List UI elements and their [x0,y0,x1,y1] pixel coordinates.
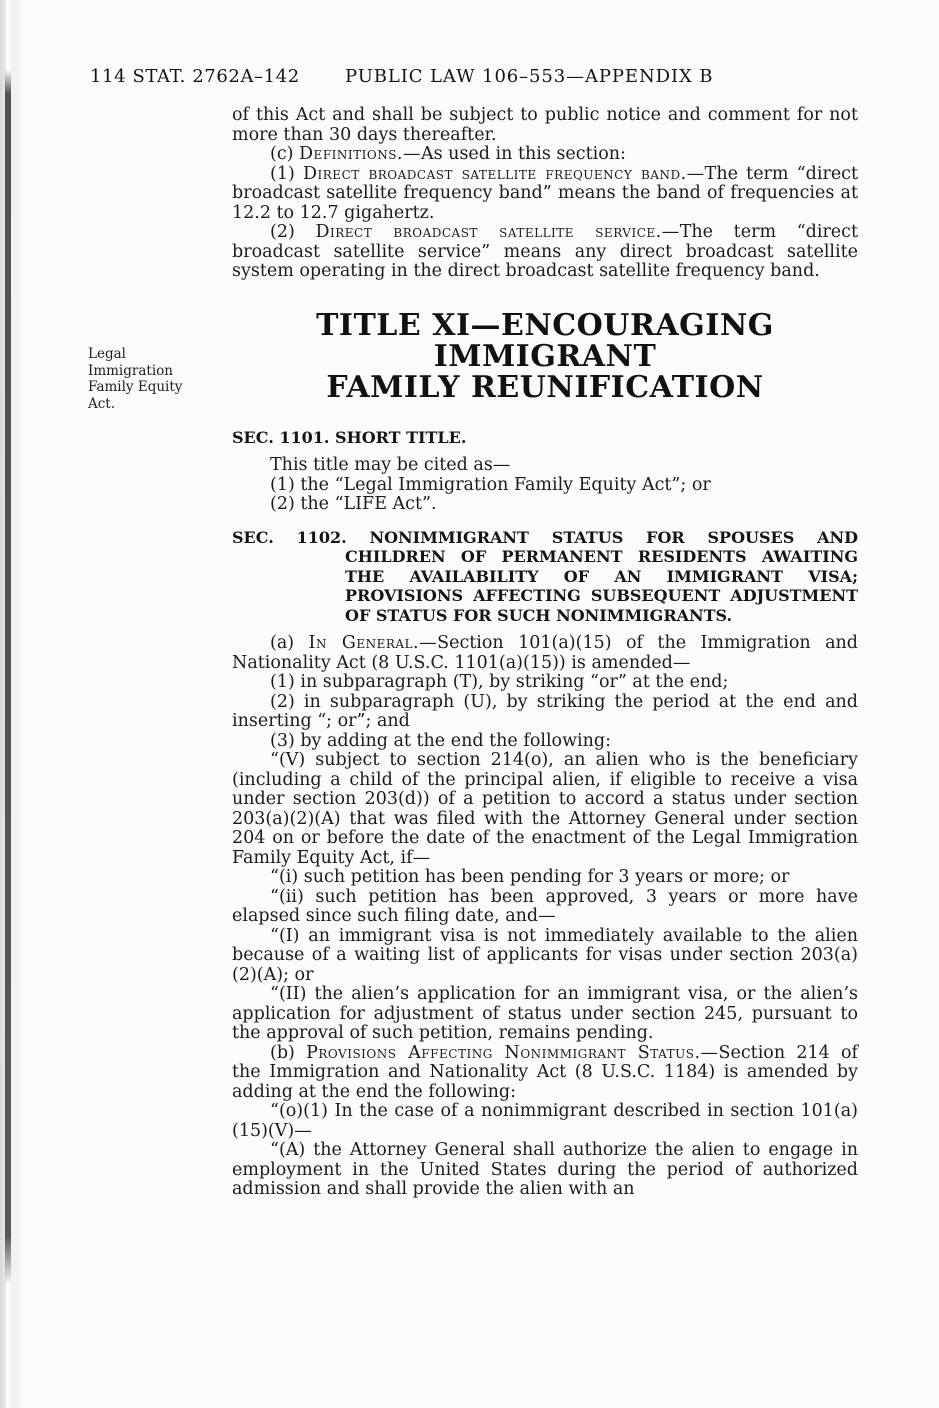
amendment-3-adding [232,732,858,752]
new-subsection-o1 [232,1102,858,1141]
subsection-c-definitions [232,145,858,165]
text-run: Section 214 of the Immigration and Nationality Act (8 U.S.C. 1184) is amended by adding at the end the following: [232,1042,859,1102]
text-run: of this Act and shall be subject to public notice and comment for not more than 30 days thereafter. [232,105,858,145]
sec-1102-heading [232,528,858,626]
text-run: (b) [270,1042,307,1063]
text-run: Section 101(a)(15) of the Immigration and Nationality Act (8 U.S.C. 1101(a)(15)) is amended— [232,633,858,673]
short-title-lead-in [232,456,858,476]
text-run: “(i) such petition has been pending for 3 years or more; or [270,867,790,887]
title-line: TITLE XI—ENCOURAGING IMMIGRANT [316,307,774,374]
text-run: As used in this section: [421,144,626,164]
clause-i-petition-pending [232,868,858,888]
text-run: This title may be cited as— [270,455,511,475]
intro-continuation-paragraph [232,106,858,145]
subsection-b-provisions [232,1044,858,1103]
text-run: (1) the “Legal Immigration Family Equity Act”; or [270,474,711,495]
amendment-1-subparagraph-t [232,673,858,693]
text-run: “(II) the alien’s application for an immigrant visa, or the alien’s application for adjustment of status under section 245, pursuant to the approval of such petition, remains pending. [232,984,858,1043]
law-citation: PUBLIC LAW 106–553—APPENDIX B [345,66,714,87]
new-subparagraph-v [232,751,858,868]
subclause-I-visa-not-available [232,927,858,986]
margin-note-line: Immigration [88,362,173,379]
text-run: “(I) an immigrant visa is not immediately available to the alien because of a waiting list of applicants for visas under section 203(a)(2)(A); or [232,925,858,985]
text-run: “(ii) such petition has been approved, 3 years or more have elapsed since such filing date, and— [232,886,858,926]
small-caps-run: Provisions Affecting Nonimmigrant Status.— [306,1042,719,1063]
clause-1-dbs-frequency-band [232,165,858,224]
small-caps-run: Direct broadcast satellite frequency band.— [303,163,705,184]
margin-note [88,346,226,412]
text-column [232,106,858,1200]
text-run: “(A) the Attorney General shall authorize the alien to engage in employment in the United States during the period of authorized admission and shall provide the alien with an [232,1140,858,1199]
sec-1101-heading [232,428,858,448]
margin-note-line: Legal [88,346,126,362]
text-run: (1) in subparagraph (T), by striking “or” at the end; [270,672,729,692]
text-run: (2) [270,222,316,242]
text-run: SEC. 1101. SHORT TITLE. [232,427,467,447]
text-run: (2) the “LIFE Act”. [270,494,437,514]
small-caps-run: Definitions.— [299,144,421,164]
margin-note-line: Act. [88,395,116,412]
clause-2-dbs-service [232,223,858,282]
short-title-option-1 [232,476,858,496]
text-run: (2) in subparagraph (U), by striking the period at the end and inserting “; or”; and [232,691,858,731]
small-caps-run: Direct broadcast satellite service.— [315,222,680,242]
text-run: (1) [270,163,303,184]
text-run: (c) [270,144,300,164]
title-xi-heading [232,307,858,405]
text-run: (a) [270,633,309,653]
scan-edge-shadow [5,70,11,1285]
title-line: FAMILY REUNIFICATION [326,369,764,405]
margin-note-line: Family Equity [88,379,183,395]
scan-edge-gutter [11,0,20,1408]
text-run: The term “direct broadcast satellite frequency band” means the band of frequencies at 12.2 to 12.7 gigahertz. [232,163,859,223]
text-run: “(o)(1) In the case of a nonimmigrant described in section 101(a)(15)(V)— [232,1101,858,1141]
subsection-a-in-general [232,634,858,673]
clause-ii-petition-approved [232,888,858,927]
short-title-option-2 [232,495,858,515]
subparagraph-A-employment [232,1141,858,1200]
text-run: (3) by adding at the end the following: [270,730,612,751]
subclause-II-application-pending [232,985,858,1044]
text-run: The term “direct broadcast satellite service” means any direct broadcast satellite system operating in the direct broadcast satellite frequency band. [232,222,859,281]
text-run: SEC. 1102. NONIMMIGRANT STATUS FOR SPOUSES AND CHILDREN OF PERMANENT RESIDENTS AWAITING THE AVAILABILITY OF AN IMMIGRANT VISA; PROVISIONS AFFECTING SUBSEQUENT ADJUSTMENT OF STATUS FOR SUCH NONIMMIGRANTS. [232,527,858,625]
small-caps-run: In General.— [308,633,438,653]
text-run: “(V) subject to section 214(o), an alien who is the beneficiary (including a child of the principal alien, if eligible to receive a visa under section 203(d)) of a petition to accord a status under section 203(a)(2)(A) that was filed with the Attorney General under section 204 on or before the date of the enactment of the Legal Immigration Family Equity Act, if— [232,750,858,868]
stat-citation: 114 STAT. 2762A–142 [90,66,300,87]
amendment-2-subparagraph-u [232,693,858,732]
